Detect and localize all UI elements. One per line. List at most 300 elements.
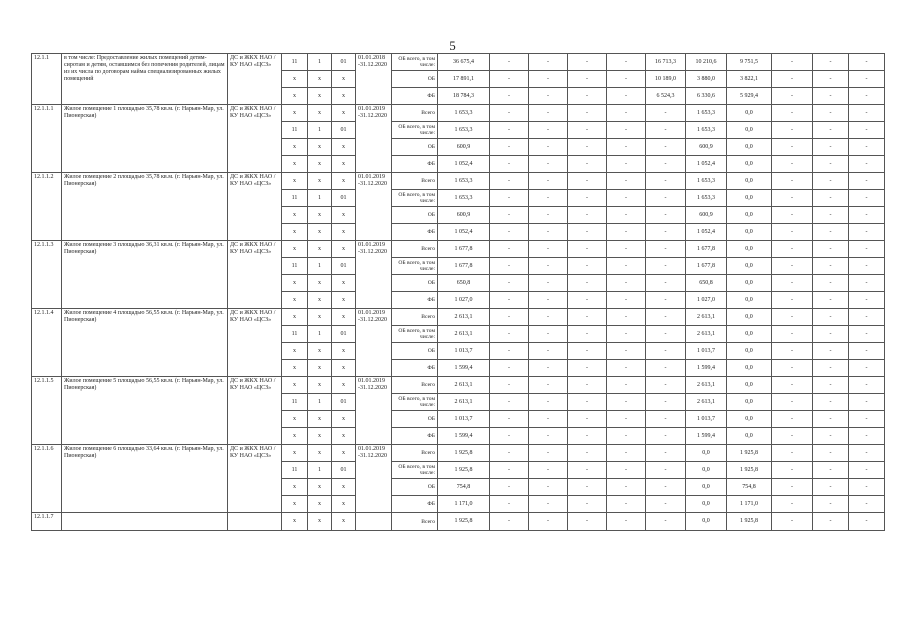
value-cell: - <box>607 309 646 326</box>
period-cell: 01.01.2018 -31.12.2020 <box>356 54 392 105</box>
value-cell: - <box>813 343 849 360</box>
value-cell: - <box>529 139 568 156</box>
item-code-cell: 12.1.1.2 <box>32 173 62 241</box>
value-cell: 0,0 <box>727 394 772 411</box>
code-cell: х <box>332 88 356 105</box>
table-row <box>32 105 905 122</box>
table-row <box>32 241 905 258</box>
executor-cell: ДС и ЖКХ НАО / КУ НАО «ЦСЗ» <box>228 173 282 241</box>
source-cell: Всего <box>392 241 438 258</box>
value-cell: - <box>646 326 686 343</box>
value-cell: 17 891,1 <box>438 71 490 88</box>
code-cell: х <box>282 139 308 156</box>
value-cell: - <box>772 292 813 309</box>
value-cell: - <box>772 428 813 445</box>
value-cell: - <box>646 377 686 394</box>
source-cell: ОБ <box>392 275 438 292</box>
value-cell: - <box>813 88 849 105</box>
value-cell: - <box>490 496 529 513</box>
value-cell: - <box>849 156 885 173</box>
source-cell: ОБ <box>392 139 438 156</box>
value-cell: - <box>490 462 529 479</box>
value-cell: 0,0 <box>727 326 772 343</box>
value-cell: - <box>646 105 686 122</box>
value-cell: - <box>813 377 849 394</box>
value-cell: 1 677,8 <box>438 258 490 275</box>
value-cell: - <box>813 122 849 139</box>
value-cell: - <box>646 394 686 411</box>
value-cell: - <box>849 71 885 88</box>
code-cell: х <box>308 275 332 292</box>
value-cell: - <box>568 496 607 513</box>
value-cell: - <box>772 54 813 71</box>
value-cell: 36 675,4 <box>438 54 490 71</box>
code-cell: х <box>332 496 356 513</box>
value-cell: 2 613,1 <box>686 394 727 411</box>
code-cell: 11 <box>282 326 308 343</box>
code-cell: х <box>332 513 356 531</box>
value-cell: - <box>529 394 568 411</box>
value-cell: - <box>607 445 646 462</box>
value-cell: 0,0 <box>686 496 727 513</box>
value-cell: 1 925,8 <box>438 513 490 531</box>
value-cell: - <box>568 241 607 258</box>
value-cell: - <box>772 207 813 224</box>
value-cell: - <box>568 190 607 207</box>
value-cell: - <box>646 496 686 513</box>
value-cell: - <box>568 479 607 496</box>
value-cell: - <box>646 428 686 445</box>
source-cell: ОБ всего, в том числе: <box>392 258 438 275</box>
value-cell: 754,8 <box>727 479 772 496</box>
executor-cell: ДС и ЖКХ НАО / КУ НАО «ЦСЗ» <box>228 54 282 105</box>
value-cell: - <box>568 139 607 156</box>
value-cell: 0,0 <box>727 411 772 428</box>
budget-table <box>31 53 905 531</box>
value-cell: - <box>849 88 885 105</box>
value-cell: - <box>849 122 885 139</box>
code-cell: х <box>308 479 332 496</box>
code-cell: х <box>308 156 332 173</box>
value-cell: 1 653,3 <box>438 122 490 139</box>
value-cell: 0,0 <box>727 105 772 122</box>
value-cell: - <box>849 428 885 445</box>
value-cell: - <box>813 139 849 156</box>
value-cell: - <box>772 309 813 326</box>
source-cell: ОБ всего, в том числе: <box>392 190 438 207</box>
value-cell: 6 330,6 <box>686 88 727 105</box>
value-cell: - <box>490 326 529 343</box>
code-cell: х <box>308 173 332 190</box>
value-cell: - <box>813 445 849 462</box>
source-cell: ОБ всего, в том числе: <box>392 462 438 479</box>
code-cell: х <box>332 156 356 173</box>
code-cell: 11 <box>282 462 308 479</box>
value-cell: 3 880,0 <box>686 71 727 88</box>
source-cell: ОБ <box>392 71 438 88</box>
value-cell: 1 599,4 <box>686 428 727 445</box>
value-cell: - <box>529 207 568 224</box>
value-cell: 600,9 <box>438 139 490 156</box>
value-cell: 1 925,8 <box>727 513 772 531</box>
value-cell: - <box>490 241 529 258</box>
value-cell: - <box>490 54 529 71</box>
value-cell: 650,8 <box>686 275 727 292</box>
code-cell: х <box>308 411 332 428</box>
value-cell: - <box>529 105 568 122</box>
item-name-cell: Жилое помещение 2 площадью 35,78 кв.м. (г. Нарьян-Мар, ул. Пионерская) <box>62 173 228 241</box>
value-cell: 0,0 <box>727 207 772 224</box>
value-cell: - <box>849 377 885 394</box>
value-cell: - <box>607 326 646 343</box>
code-cell: х <box>282 207 308 224</box>
value-cell: - <box>772 224 813 241</box>
item-name-cell: Жилое помещение 5 площадью 56,55 кв.м. (г. Нарьян-Мар, ул. Пионерская) <box>62 377 228 445</box>
value-cell: - <box>529 275 568 292</box>
code-cell: х <box>308 496 332 513</box>
value-cell: - <box>772 496 813 513</box>
code-cell: х <box>308 88 332 105</box>
value-cell: - <box>529 88 568 105</box>
code-cell: 1 <box>308 394 332 411</box>
value-cell: 2 613,1 <box>686 326 727 343</box>
value-cell: - <box>772 411 813 428</box>
value-cell: - <box>849 326 885 343</box>
value-cell: - <box>490 207 529 224</box>
period-cell <box>356 513 392 531</box>
value-cell: - <box>813 292 849 309</box>
code-cell: х <box>332 445 356 462</box>
code-cell: 11 <box>282 190 308 207</box>
source-cell: Всего <box>392 105 438 122</box>
value-cell: - <box>490 224 529 241</box>
source-cell: ОБ всего, в том числе: <box>392 54 438 71</box>
value-cell: - <box>568 71 607 88</box>
value-cell: - <box>607 139 646 156</box>
source-cell: ОБ всего, в том числе: <box>392 326 438 343</box>
code-cell: 01 <box>332 54 356 71</box>
value-cell: - <box>529 156 568 173</box>
value-cell: - <box>646 411 686 428</box>
value-cell: - <box>849 190 885 207</box>
value-cell: - <box>607 156 646 173</box>
value-cell: - <box>490 309 529 326</box>
value-cell: 2 613,1 <box>438 394 490 411</box>
value-cell: - <box>529 71 568 88</box>
value-cell: - <box>529 445 568 462</box>
code-cell: 11 <box>282 54 308 71</box>
value-cell: 0,0 <box>727 241 772 258</box>
value-cell: - <box>568 105 607 122</box>
value-cell: - <box>568 224 607 241</box>
value-cell: 1 599,4 <box>686 360 727 377</box>
value-cell: 1 677,8 <box>438 241 490 258</box>
value-cell: 0,0 <box>686 479 727 496</box>
value-cell: - <box>772 360 813 377</box>
value-cell: 0,0 <box>727 377 772 394</box>
page-number: 5 <box>449 38 456 53</box>
value-cell: 1 599,4 <box>438 360 490 377</box>
value-cell: - <box>646 241 686 258</box>
item-name-cell: Жилое помещение 3 площадью 36,31 кв.м. (г. Нарьян-Мар, ул. Пионерская) <box>62 241 228 309</box>
value-cell: 2 613,1 <box>686 309 727 326</box>
value-cell: - <box>813 258 849 275</box>
value-cell: - <box>646 207 686 224</box>
value-cell: 0,0 <box>727 360 772 377</box>
value-cell: - <box>772 122 813 139</box>
value-cell: - <box>568 360 607 377</box>
code-cell: 01 <box>332 258 356 275</box>
value-cell: - <box>607 71 646 88</box>
item-code-cell: 12.1.1.3 <box>32 241 62 309</box>
code-cell: х <box>332 207 356 224</box>
value-cell: - <box>568 394 607 411</box>
code-cell: 01 <box>332 462 356 479</box>
value-cell: - <box>813 479 849 496</box>
value-cell: - <box>813 105 849 122</box>
value-cell: 1 677,8 <box>686 241 727 258</box>
value-cell: - <box>813 156 849 173</box>
value-cell: - <box>529 309 568 326</box>
code-cell: х <box>308 224 332 241</box>
value-cell: - <box>813 513 849 531</box>
value-cell: 0,0 <box>727 173 772 190</box>
code-cell: х <box>282 173 308 190</box>
value-cell: - <box>568 326 607 343</box>
code-cell: х <box>308 139 332 156</box>
value-cell: 3 822,1 <box>727 71 772 88</box>
code-cell: 1 <box>308 258 332 275</box>
code-cell: х <box>332 105 356 122</box>
value-cell: 754,8 <box>438 479 490 496</box>
item-name-cell <box>62 513 228 531</box>
value-cell: - <box>490 292 529 309</box>
value-cell: - <box>490 377 529 394</box>
table-row <box>32 445 905 462</box>
value-cell: 0,0 <box>686 462 727 479</box>
code-cell: 01 <box>332 190 356 207</box>
source-cell: Всего <box>392 445 438 462</box>
value-cell: - <box>772 275 813 292</box>
code-cell: х <box>282 377 308 394</box>
value-cell: - <box>849 207 885 224</box>
item-name-cell: в том числе: Предоставление жилых помещений детям-сиротам и детям, оставшимся без попечения родителей, лицам из их числа по договорам найма специализированных жилых помещений <box>62 54 228 105</box>
value-cell: - <box>568 411 607 428</box>
value-cell: - <box>607 88 646 105</box>
source-cell: ОБ <box>392 479 438 496</box>
code-cell: х <box>308 445 332 462</box>
value-cell: 1 052,4 <box>686 224 727 241</box>
value-cell: - <box>529 326 568 343</box>
code-cell: х <box>308 428 332 445</box>
value-cell: - <box>646 513 686 531</box>
source-cell: ФБ <box>392 428 438 445</box>
value-cell: 1 052,4 <box>686 156 727 173</box>
value-cell: - <box>607 105 646 122</box>
value-cell: 1 013,7 <box>686 343 727 360</box>
code-cell: х <box>308 377 332 394</box>
executor-cell: ДС и ЖКХ НАО / КУ НАО «ЦСЗ» <box>228 309 282 377</box>
value-cell: - <box>607 394 646 411</box>
value-cell: - <box>849 360 885 377</box>
source-cell: ОБ <box>392 207 438 224</box>
value-cell: - <box>490 71 529 88</box>
value-cell: 1 027,0 <box>686 292 727 309</box>
value-cell: - <box>849 496 885 513</box>
source-cell: ФБ <box>392 156 438 173</box>
value-cell: 10 210,6 <box>686 54 727 71</box>
code-cell: х <box>308 292 332 309</box>
value-cell: - <box>568 292 607 309</box>
value-cell: - <box>607 190 646 207</box>
value-cell: - <box>529 258 568 275</box>
value-cell: - <box>813 275 849 292</box>
code-cell: х <box>308 241 332 258</box>
value-cell: 0,0 <box>727 156 772 173</box>
code-cell: х <box>332 241 356 258</box>
value-cell: - <box>490 122 529 139</box>
value-cell: - <box>568 173 607 190</box>
value-cell: - <box>607 54 646 71</box>
value-cell: - <box>813 411 849 428</box>
code-cell: х <box>282 411 308 428</box>
value-cell: - <box>646 292 686 309</box>
code-cell: х <box>332 224 356 241</box>
item-code-cell: 12.1.1.7 <box>32 513 62 531</box>
value-cell: 650,8 <box>438 275 490 292</box>
table-row <box>32 54 905 71</box>
value-cell: 600,9 <box>438 207 490 224</box>
item-code-cell: 12.1.1.1 <box>32 105 62 173</box>
code-cell: 1 <box>308 54 332 71</box>
code-cell: х <box>282 309 308 326</box>
value-cell: 1 653,3 <box>686 105 727 122</box>
value-cell: - <box>607 343 646 360</box>
value-cell: - <box>529 513 568 531</box>
code-cell: х <box>282 479 308 496</box>
value-cell: - <box>772 377 813 394</box>
value-cell: - <box>646 360 686 377</box>
value-cell: - <box>849 309 885 326</box>
period-cell: 01.01.2019 -31.12.2020 <box>356 309 392 377</box>
value-cell: - <box>849 241 885 258</box>
value-cell: - <box>568 445 607 462</box>
code-cell: х <box>332 377 356 394</box>
code-cell: х <box>308 343 332 360</box>
value-cell: 1 653,3 <box>686 190 727 207</box>
value-cell: - <box>607 173 646 190</box>
table-row <box>32 173 905 190</box>
value-cell: 0,0 <box>727 139 772 156</box>
value-cell: - <box>813 496 849 513</box>
code-cell: х <box>308 309 332 326</box>
value-cell: 16 713,3 <box>646 54 686 71</box>
value-cell: 6 524,3 <box>646 88 686 105</box>
value-cell: - <box>529 360 568 377</box>
table-row <box>32 377 905 394</box>
value-cell: 1 027,0 <box>438 292 490 309</box>
value-cell: - <box>490 394 529 411</box>
value-cell: - <box>813 394 849 411</box>
item-name-cell: Жилое помещение 6 площадью 33,64 кв.м. (г. Нарьян-Мар, ул. Пионерская) <box>62 445 228 513</box>
value-cell: - <box>813 428 849 445</box>
value-cell: - <box>607 479 646 496</box>
value-cell: - <box>772 479 813 496</box>
code-cell: х <box>282 224 308 241</box>
value-cell: 1 925,8 <box>438 462 490 479</box>
value-cell: - <box>813 462 849 479</box>
value-cell: - <box>607 513 646 531</box>
value-cell: - <box>646 156 686 173</box>
executor-cell: ДС и ЖКХ НАО / КУ НАО «ЦСЗ» <box>228 241 282 309</box>
code-cell: х <box>282 88 308 105</box>
value-cell: 5 929,4 <box>727 88 772 105</box>
value-cell: - <box>646 462 686 479</box>
value-cell: - <box>772 241 813 258</box>
value-cell: - <box>568 513 607 531</box>
value-cell: - <box>849 105 885 122</box>
value-cell: - <box>849 173 885 190</box>
value-cell: - <box>568 462 607 479</box>
source-cell: ФБ <box>392 224 438 241</box>
value-cell: - <box>607 258 646 275</box>
value-cell: - <box>607 122 646 139</box>
value-cell: - <box>813 326 849 343</box>
executor-cell: ДС и ЖКХ НАО / КУ НАО «ЦСЗ» <box>228 377 282 445</box>
value-cell: - <box>646 343 686 360</box>
value-cell: - <box>529 479 568 496</box>
code-cell: 1 <box>308 326 332 343</box>
value-cell: - <box>772 156 813 173</box>
code-cell: х <box>332 343 356 360</box>
value-cell: - <box>813 173 849 190</box>
item-code-cell: 12.1.1.4 <box>32 309 62 377</box>
value-cell: - <box>568 207 607 224</box>
code-cell: 1 <box>308 190 332 207</box>
value-cell: - <box>772 190 813 207</box>
value-cell: - <box>849 479 885 496</box>
value-cell: 18 784,3 <box>438 88 490 105</box>
value-cell: - <box>568 343 607 360</box>
code-cell: 1 <box>308 462 332 479</box>
value-cell: 0,0 <box>727 275 772 292</box>
value-cell: - <box>607 496 646 513</box>
value-cell: - <box>772 513 813 531</box>
value-cell: 1 653,3 <box>438 173 490 190</box>
code-cell: х <box>332 428 356 445</box>
value-cell: - <box>490 156 529 173</box>
value-cell: 1 653,3 <box>438 105 490 122</box>
value-cell: - <box>490 479 529 496</box>
period-cell: 01.01.2019 -31.12.2020 <box>356 241 392 309</box>
value-cell: - <box>646 445 686 462</box>
value-cell: - <box>646 122 686 139</box>
item-name-cell: Жилое помещение 1 площадью 35,78 кв.м. (г. Нарьян-Мар, ул. Пионерская) <box>62 105 228 173</box>
value-cell: - <box>529 411 568 428</box>
code-cell: х <box>282 241 308 258</box>
code-cell: х <box>332 309 356 326</box>
value-cell: 0,0 <box>727 224 772 241</box>
value-cell: 1 171,0 <box>727 496 772 513</box>
code-cell: 01 <box>332 394 356 411</box>
value-cell: 0,0 <box>727 309 772 326</box>
value-cell: - <box>849 411 885 428</box>
value-cell: - <box>646 190 686 207</box>
value-cell: - <box>568 258 607 275</box>
value-cell: 1 653,3 <box>686 122 727 139</box>
code-cell: х <box>282 428 308 445</box>
code-cell: х <box>308 71 332 88</box>
